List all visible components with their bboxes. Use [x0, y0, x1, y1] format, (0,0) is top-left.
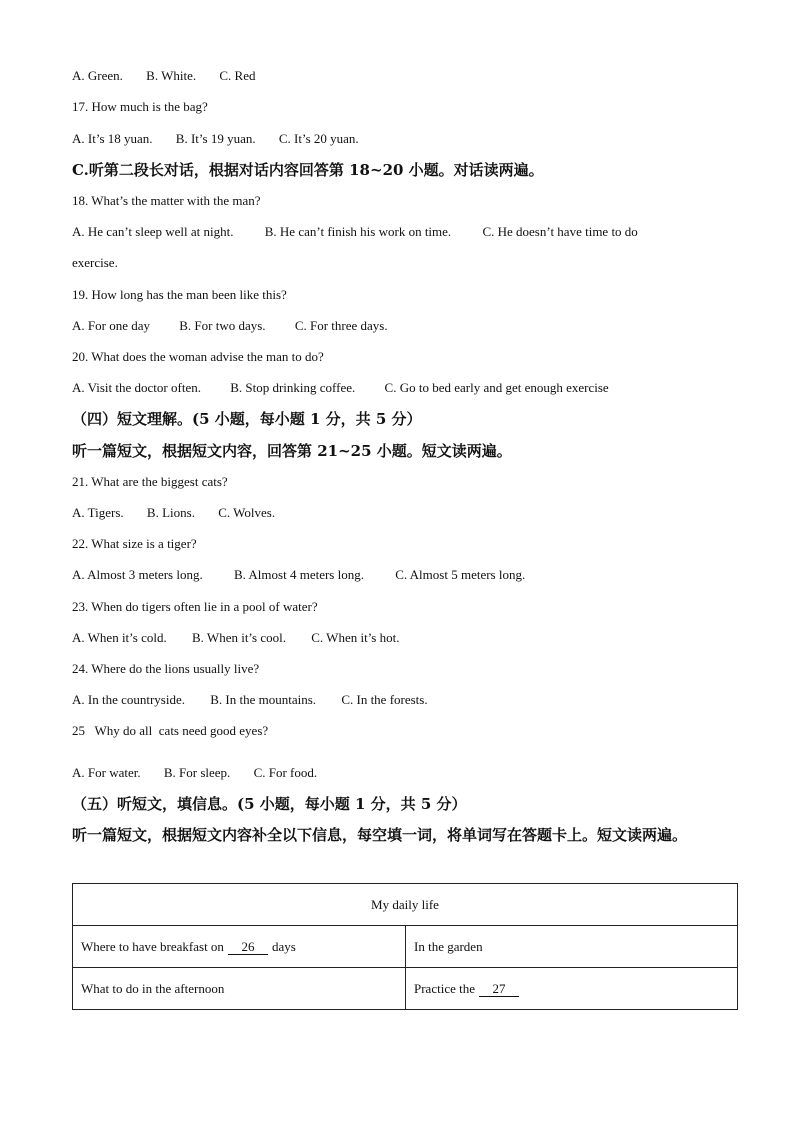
q20-question: 20. What does the woman advise the man to do? [72, 349, 324, 364]
q24-option-a: A. In the countryside. [72, 692, 186, 707]
q18-option-c: C. He doesn’t have time to do [482, 224, 638, 239]
q22-option-a: A. Almost 3 meters long. [72, 567, 203, 582]
q22-option-c: C. Almost 5 meters long. [395, 567, 526, 582]
info-table [72, 883, 738, 1010]
part5-heading: （五）听短文，填信息。(5 小题，每小题 1 分，共 5 分） [72, 795, 467, 813]
table-title-row [73, 884, 738, 926]
q18-question: 18. What’s the matter with the man? [72, 193, 261, 208]
q21-options [72, 504, 275, 522]
q23-option-b: B. When it’s cool. [191, 630, 286, 645]
q20-option-c: C. Go to bed early and get enough exercise [384, 380, 609, 395]
q24-options [72, 691, 428, 709]
q18-options [72, 223, 638, 241]
q16-options [72, 67, 255, 85]
q20-options [72, 379, 609, 397]
q20-option-a: A. Visit the doctor often. [72, 380, 201, 395]
q23-option-c: C. When it’s hot. [311, 630, 400, 645]
q19-question: 19. How long has the man been like this? [72, 287, 287, 302]
q22-options [72, 566, 525, 584]
table-cell-right [406, 926, 738, 968]
row1-left-after: days [271, 938, 296, 954]
q17-question: 17. How much is the bag? [72, 99, 208, 114]
q23-option-a: A. When it’s cold. [72, 630, 167, 645]
q18-option-a: A. He can’t sleep well at night. [72, 224, 234, 239]
table-row [73, 968, 738, 1010]
q19-option-c: C. For three days. [294, 318, 388, 333]
q17-option-a: A. It’s 18 yuan. [72, 131, 153, 146]
q19-option-a: A. For one day [72, 318, 150, 333]
blank-26: 26 [228, 940, 268, 955]
q25-options [72, 764, 317, 782]
q21-option-b: B. Lions. [146, 505, 195, 520]
q20-option-b: B. Stop drinking coffee. [230, 380, 356, 395]
row2-right-text: Practice the [414, 980, 475, 996]
q23-options [72, 629, 399, 647]
q19-option-b: B. For two days. [179, 318, 266, 333]
q16-option-c: C. Red [219, 68, 256, 83]
q24-question: 24. Where do the lions usually live? [72, 661, 260, 676]
q17-options [72, 130, 359, 148]
part5-instruction: 听一篇短文，根据短文内容补全以下信息，每空填一词，将单词写在答题卡上。短文读两遍。 [72, 826, 688, 844]
q17-option-c: C. It’s 20 yuan. [278, 131, 359, 146]
q16-option-a: A. Green. [72, 68, 123, 83]
table-title: My daily life [73, 884, 738, 926]
table-cell-right [406, 968, 738, 1010]
q25-option-c: C. For food. [253, 765, 318, 780]
q18-option-b: B. He can’t finish his work on time. [264, 224, 452, 239]
row1-right-text: In the garden [414, 938, 483, 954]
q22-question: 22. What size is a tiger? [72, 536, 197, 551]
q25-option-a: A. For water. [72, 765, 141, 780]
q17-option-b: B. It’s 19 yuan. [175, 131, 256, 146]
q25-question: 25 Why do all cats need good eyes? [72, 723, 269, 738]
part4-heading: （四）短文理解。(5 小题，每小题 1 分，共 5 分） [72, 410, 422, 428]
q25-option-b: B. For sleep. [163, 765, 231, 780]
blank-27: 27 [479, 982, 519, 997]
row1-left-text: Where to have breakfast on [81, 938, 224, 954]
q24-option-b: B. In the mountains. [210, 692, 317, 707]
table-row [73, 926, 738, 968]
q22-option-b: B. Almost 4 meters long. [233, 567, 364, 582]
q24-option-c: C. In the forests. [341, 692, 428, 707]
q16-option-b: B. White. [146, 68, 197, 83]
q18-option-c-continuation: exercise. [72, 255, 118, 270]
row2-left-text: What to do in the afternoon [81, 980, 225, 996]
q23-question: 23. When do tigers often lie in a pool of water? [72, 599, 318, 614]
section-c-heading: C.听第二段长对话，根据对话内容回答第 18~20 小题。对话读两遍。 [72, 161, 544, 179]
q21-option-a: A. Tigers. [72, 505, 124, 520]
part4-instruction: 听一篇短文，根据短文内容，回答第 21~25 小题。短文读两遍。 [72, 442, 512, 460]
q21-question: 21. What are the biggest cats? [72, 474, 228, 489]
table-cell-left [73, 968, 406, 1010]
q19-options [72, 317, 388, 335]
table-cell-left [73, 926, 406, 968]
q21-option-c: C. Wolves. [218, 505, 276, 520]
